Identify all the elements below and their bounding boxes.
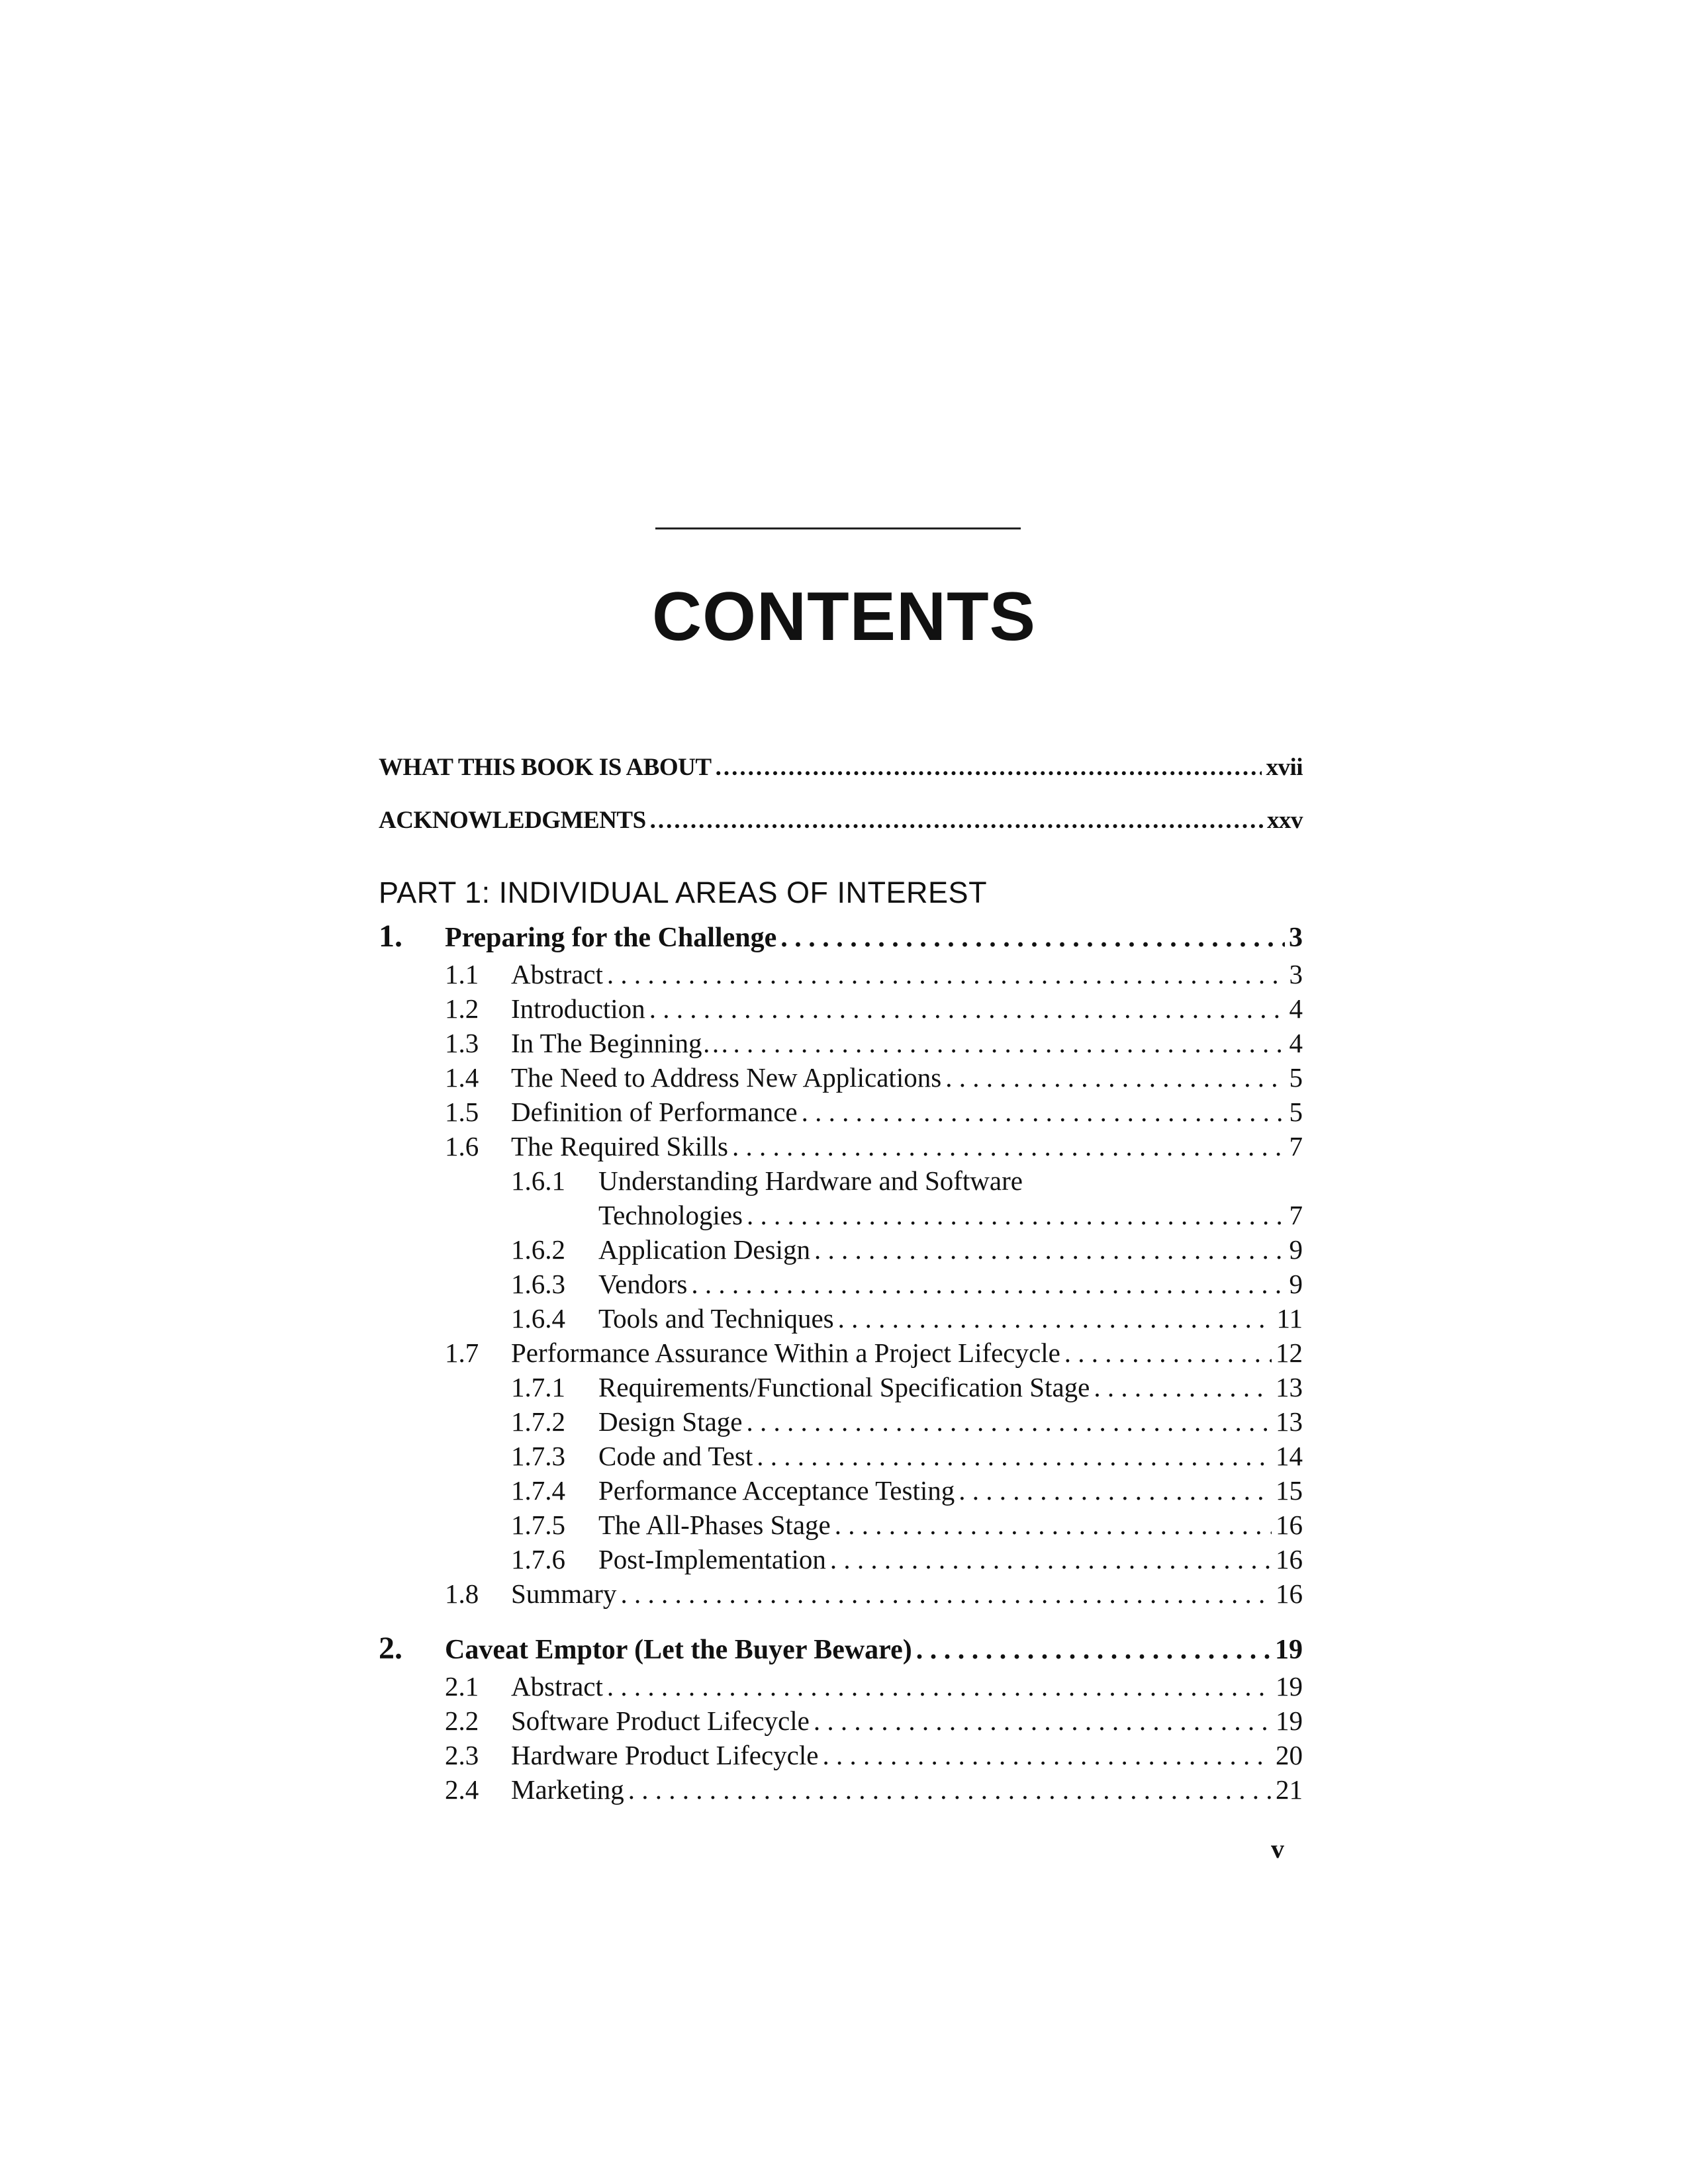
subsection-title: Application Design bbox=[598, 1234, 810, 1265]
chapter-number: 1. bbox=[379, 919, 402, 954]
section-title: In The Beginning… bbox=[511, 1028, 729, 1058]
dot-leader bbox=[607, 1669, 1272, 1704]
entry-page: 13 bbox=[1276, 1372, 1303, 1402]
subsection-number: 1.6.1 bbox=[511, 1165, 565, 1196]
section-title: Definition of Performance bbox=[511, 1097, 798, 1127]
entry-page: 19 bbox=[1276, 1706, 1303, 1736]
dot-leader bbox=[1094, 1370, 1272, 1404]
entry-page: 16 bbox=[1276, 1510, 1303, 1540]
entry-page: 3 bbox=[1289, 959, 1303, 989]
chapter-title: Caveat Emptor (Let the Buyer Beware) bbox=[445, 1635, 912, 1665]
subsection-title: The All-Phases Stage bbox=[598, 1510, 831, 1540]
section-number: 2.1 bbox=[445, 1671, 479, 1702]
entry-page: 19 bbox=[1275, 1635, 1303, 1665]
entry-page: 3 bbox=[1289, 923, 1303, 953]
toc-subsection-continuation[interactable] bbox=[379, 1198, 1303, 1232]
dot-leader bbox=[780, 917, 1285, 958]
dot-leader bbox=[747, 1404, 1272, 1439]
entry-page: 7 bbox=[1289, 1131, 1303, 1161]
section-number: 1.1 bbox=[445, 959, 479, 989]
toc-entry-acknowledgments[interactable] bbox=[379, 794, 1303, 847]
toc-section[interactable] bbox=[379, 1738, 1303, 1772]
section-title: Marketing bbox=[511, 1774, 624, 1805]
entry-text: ACKNOWLEDGMENTS bbox=[379, 807, 646, 834]
toc-subsection[interactable] bbox=[379, 1232, 1303, 1267]
dot-leader bbox=[620, 1576, 1272, 1611]
dot-leader bbox=[916, 1629, 1271, 1670]
dot-leader bbox=[814, 1704, 1272, 1738]
entry-page: 16 bbox=[1276, 1544, 1303, 1574]
subsection-title: Tools and Techniques bbox=[598, 1303, 834, 1334]
table-of-contents bbox=[379, 741, 1303, 1807]
subsection-title: Requirements/Functional Specification Stage bbox=[598, 1372, 1090, 1402]
entry-page: 5 bbox=[1289, 1062, 1303, 1093]
entry-page: 4 bbox=[1289, 993, 1303, 1024]
toc-section[interactable] bbox=[379, 1129, 1303, 1163]
entry-page: 13 bbox=[1276, 1406, 1303, 1437]
dot-leader bbox=[649, 991, 1286, 1026]
part-heading: PART 1: INDIVIDUAL AREAS OF INTEREST bbox=[379, 876, 988, 909]
dot-leader bbox=[959, 1473, 1272, 1508]
subsection-number: 1.7.1 bbox=[511, 1372, 565, 1402]
dot-leader bbox=[802, 1095, 1286, 1129]
dot-leader bbox=[607, 957, 1286, 991]
entry-page: 4 bbox=[1289, 1028, 1303, 1058]
chapter-number: 2. bbox=[379, 1631, 402, 1666]
toc-section[interactable] bbox=[379, 1060, 1303, 1095]
top-rule bbox=[655, 527, 1021, 529]
entry-page: xxv bbox=[1267, 807, 1303, 834]
toc-subsection[interactable] bbox=[379, 1301, 1303, 1336]
toc-subsection[interactable] bbox=[379, 1508, 1303, 1542]
subsection-title: Vendors bbox=[598, 1269, 688, 1299]
entry-page: 11 bbox=[1276, 1303, 1303, 1334]
entry-page: 16 bbox=[1276, 1578, 1303, 1609]
dot-leader bbox=[1064, 1336, 1272, 1370]
dot-leader bbox=[628, 1772, 1272, 1807]
section-title: The Need to Address New Applications bbox=[511, 1062, 942, 1093]
dot-leader bbox=[691, 1267, 1285, 1301]
subsection-number: 1.6.4 bbox=[511, 1303, 565, 1334]
toc-section[interactable] bbox=[379, 1772, 1303, 1807]
page-title: CONTENTS bbox=[652, 578, 1036, 655]
entry-text: WHAT THIS BOOK IS ABOUT bbox=[379, 754, 712, 781]
dot-leader bbox=[822, 1738, 1272, 1772]
subsection-title: Code and Test bbox=[598, 1441, 753, 1471]
entry-page: 7 bbox=[1289, 1200, 1303, 1230]
dot-leader bbox=[945, 1060, 1285, 1095]
dot-leader bbox=[757, 1439, 1272, 1473]
toc-subsection[interactable] bbox=[379, 1542, 1303, 1576]
dot-leader bbox=[838, 1301, 1273, 1336]
toc-section[interactable] bbox=[379, 957, 1303, 991]
dot-leader bbox=[650, 794, 1263, 847]
section-number: 1.3 bbox=[445, 1028, 479, 1058]
subsection-title-continued: Technologies bbox=[598, 1200, 743, 1230]
subsection-number: 1.7.5 bbox=[511, 1510, 565, 1540]
dot-leader bbox=[830, 1542, 1272, 1576]
toc-chapter-1[interactable] bbox=[379, 916, 1303, 957]
section-number: 1.2 bbox=[445, 993, 479, 1024]
entry-page: 20 bbox=[1276, 1740, 1303, 1770]
dot-leader bbox=[716, 741, 1262, 794]
subsection-title: Post-Implementation bbox=[598, 1544, 826, 1574]
dot-leader bbox=[733, 1026, 1285, 1060]
toc-subsection[interactable] bbox=[379, 1439, 1303, 1473]
section-number: 2.4 bbox=[445, 1774, 479, 1805]
dot-leader bbox=[835, 1508, 1272, 1542]
subsection-title: Understanding Hardware and Software bbox=[598, 1165, 1023, 1196]
section-title: Abstract bbox=[511, 959, 603, 989]
toc-section[interactable] bbox=[379, 1704, 1303, 1738]
toc-entry-what-this-book-is-about[interactable] bbox=[379, 741, 1303, 794]
dot-leader bbox=[732, 1129, 1286, 1163]
chapter-title: Preparing for the Challenge bbox=[445, 923, 777, 953]
subsection-number: 1.7.4 bbox=[511, 1475, 565, 1506]
subsection-number: 1.6.3 bbox=[511, 1269, 565, 1299]
subsection-number: 1.7.6 bbox=[511, 1544, 565, 1574]
subsection-number: 1.7.3 bbox=[511, 1441, 565, 1471]
toc-chapter-2[interactable] bbox=[379, 1628, 1303, 1669]
page-number: v bbox=[1271, 1834, 1284, 1864]
toc-subsection[interactable] bbox=[379, 1404, 1303, 1439]
dot-leader bbox=[814, 1232, 1286, 1267]
section-title: Software Product Lifecycle bbox=[511, 1706, 810, 1736]
toc-subsection[interactable] bbox=[379, 1163, 1303, 1198]
section-title: Summary bbox=[511, 1578, 617, 1609]
section-number: 1.4 bbox=[445, 1062, 479, 1093]
entry-page: 9 bbox=[1289, 1234, 1303, 1265]
entry-page: xvii bbox=[1266, 754, 1303, 781]
toc-section[interactable] bbox=[379, 1095, 1303, 1129]
toc-subsection[interactable] bbox=[379, 1370, 1303, 1404]
section-title: Introduction bbox=[511, 993, 645, 1024]
section-title: Hardware Product Lifecycle bbox=[511, 1740, 819, 1770]
subsection-title: Design Stage bbox=[598, 1406, 743, 1437]
section-number: 1.6 bbox=[445, 1131, 479, 1161]
toc-section[interactable] bbox=[379, 1026, 1303, 1060]
subsection-number: 1.6.2 bbox=[511, 1234, 565, 1265]
section-number: 2.3 bbox=[445, 1740, 479, 1770]
toc-subsection[interactable] bbox=[379, 1473, 1303, 1508]
toc-subsection[interactable] bbox=[379, 1267, 1303, 1301]
toc-section[interactable] bbox=[379, 1669, 1303, 1704]
entry-page: 5 bbox=[1289, 1097, 1303, 1127]
entry-page: 21 bbox=[1276, 1774, 1303, 1805]
section-title: Abstract bbox=[511, 1671, 603, 1702]
entry-page: 15 bbox=[1276, 1475, 1303, 1506]
section-number: 2.2 bbox=[445, 1706, 479, 1736]
entry-page: 19 bbox=[1276, 1671, 1303, 1702]
section-number: 1.7 bbox=[445, 1338, 479, 1368]
section-title: The Required Skills bbox=[511, 1131, 728, 1161]
entry-page: 14 bbox=[1276, 1441, 1303, 1471]
toc-section[interactable] bbox=[379, 1336, 1303, 1370]
entry-page: 9 bbox=[1289, 1269, 1303, 1299]
toc-section[interactable] bbox=[379, 991, 1303, 1026]
entry-page: 12 bbox=[1276, 1338, 1303, 1368]
subsection-number: 1.7.2 bbox=[511, 1406, 565, 1437]
section-number: 1.5 bbox=[445, 1097, 479, 1127]
section-number: 1.8 bbox=[445, 1578, 479, 1609]
subsection-title: Performance Acceptance Testing bbox=[598, 1475, 955, 1506]
toc-section[interactable] bbox=[379, 1576, 1303, 1611]
section-title: Performance Assurance Within a Project Lifecycle bbox=[511, 1338, 1060, 1368]
dot-leader bbox=[747, 1198, 1285, 1232]
